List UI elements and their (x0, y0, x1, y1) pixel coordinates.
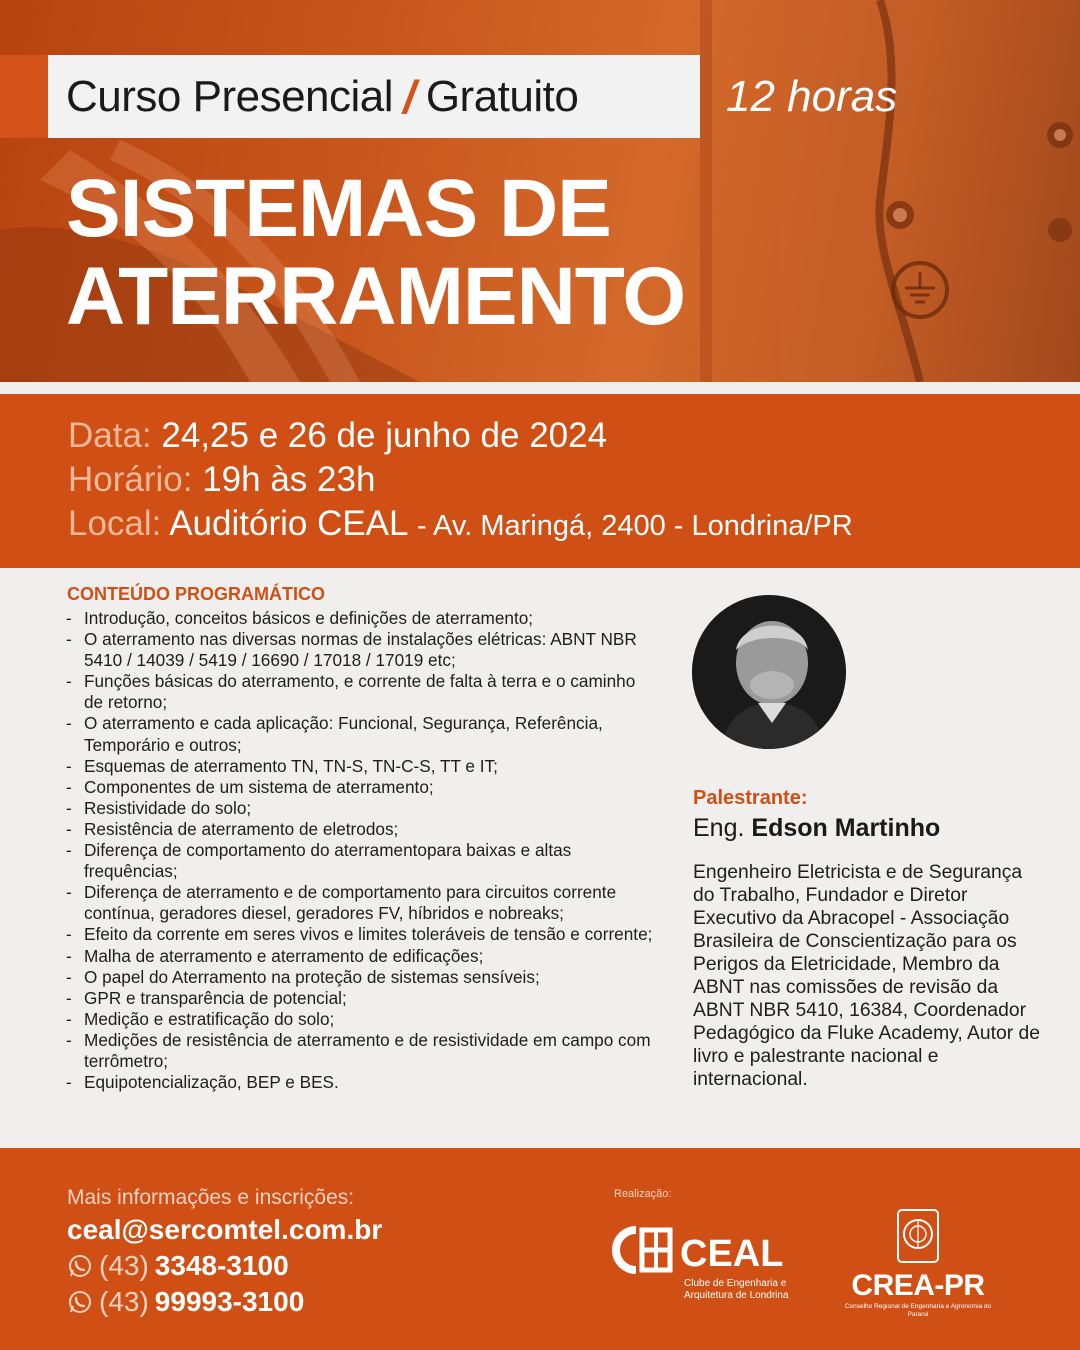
crea-seal-icon (896, 1208, 940, 1264)
date-value: 24,25 e 26 de junho de 2024 (161, 416, 608, 455)
program-item: - Medições de resistência de aterramento e de resistividade em campo com terrômetro; (64, 1030, 654, 1072)
phone-1-ddd: (43) (99, 1250, 149, 1281)
footer (0, 1148, 1080, 1350)
slash-separator: / (403, 70, 416, 123)
program-list (64, 608, 654, 1093)
speaker-prefix: Eng. (693, 814, 745, 842)
program-item: - Introdução, conceitos básicos e definições de aterramento; (64, 608, 654, 629)
speaker-photo (692, 595, 846, 749)
date-row (68, 414, 1080, 458)
contact-email[interactable]: ceal@sercomtel.com.br (67, 1214, 383, 1245)
ceal-logo (612, 1226, 792, 1281)
program-item: - Medição e estratificação do solo; (64, 1009, 654, 1030)
page-title (66, 165, 766, 341)
program-item: - Diferença de comportamento do aterramentopara baixas e altas frequências; (64, 840, 654, 882)
program-item: - O papel do Aterramento na proteção de sistemas sensíveis; (64, 967, 654, 988)
realization-label: Realização: (614, 1188, 672, 1200)
divider (0, 382, 1080, 394)
program-item: - Componentes de um sistema de aterramento; (64, 777, 654, 798)
speaker-bio: Engenheiro Eletricista e de Segurança do Trabalho, Fundador e Diretor Executivo da Abracopel - Associação Brasileira de Conscientização para os Perigos da Eletricidade, Membro da ABNT nas comissões de revisão da ABNT NBR 5410, 16384, Coordenador Pedagógico da Fluke Academy, Autor de livro e palestrante nacional e internacional. (693, 862, 1040, 1090)
speaker-label: Palestrante: (693, 787, 808, 809)
speaker-avatar (692, 595, 846, 749)
program-item: - Resistência de aterramento de eletrodos; (64, 819, 654, 840)
course-type: Curso Presencial (66, 71, 394, 121)
place-address: - Av. Maringá, 2400 - Londrina/PR (416, 510, 853, 542)
ceal-subtitle: Clube de Engenharia e Arquitetura de Londrina (684, 1278, 789, 1301)
phone-2-ddd: (43) (99, 1286, 149, 1317)
phone-2[interactable] (67, 1286, 304, 1318)
course-type-box (48, 55, 700, 138)
program-item: - Diferença de aterramento e de comportamento para circuitos corrente contínua, geradores diesel, geradores FV, híbridos e nobreaks; (64, 882, 654, 924)
ceal-logo-mark (612, 1226, 792, 1276)
speaker-name (693, 814, 940, 843)
crea-logo (838, 1208, 998, 1319)
whatsapp-icon (67, 1289, 93, 1315)
program-item: - Equipotencialização, BEP e BES. (64, 1072, 654, 1093)
phone-1-number: 3348-3100 (154, 1250, 289, 1281)
time-label: Horário: (68, 460, 193, 499)
ceal-name: CEAL (680, 1233, 784, 1275)
program-item: - GPR e transparência de potencial; (64, 988, 654, 1009)
whatsapp-icon (67, 1253, 93, 1279)
phone-1[interactable] (67, 1250, 289, 1282)
phone-2-number: 99993-3100 (154, 1286, 305, 1317)
title-line-2: ATERRAMENTO (66, 251, 686, 342)
program-item: - O aterramento e cada aplicação: Funcional, Segurança, Referência, Temporário e outros; (64, 713, 654, 755)
date-label: Data: (68, 416, 152, 455)
program-item: - Resistividade do solo; (64, 798, 654, 819)
crea-name: CREA-PR (851, 1269, 985, 1302)
time-value: 19h às 23h (202, 460, 376, 499)
program-item: - Malha de aterramento e aterramento de edificações; (64, 946, 654, 967)
program-item: - Funções básicas do aterramento, e corrente de falta à terra e o caminho de retorno; (64, 671, 654, 713)
title-line-1: SISTEMAS DE (66, 163, 611, 254)
accent-bar (0, 55, 48, 138)
program-item: - Efeito da corrente em seres vivos e limites toleráveis de tensão e corrente; (64, 924, 654, 945)
place-label: Local: (68, 504, 162, 543)
program-item: - O aterramento nas diversas normas de instalações elétricas: ABNT NBR 5410 / 14039 / 5419 / 16690 / 17018 / 17019 etc; (64, 629, 654, 671)
course-price: Gratuito (425, 71, 579, 121)
time-row (68, 458, 1080, 502)
program-title: CONTEÚDO PROGRAMÁTICO (67, 584, 325, 604)
course-duration: 12 horas (726, 72, 898, 121)
hero-banner (0, 0, 1080, 382)
place-value: Auditório CEAL (169, 504, 408, 543)
speaker-full-name: Edson Martinho (751, 814, 941, 842)
place-row (68, 502, 1080, 548)
content-section (0, 568, 1080, 1148)
crea-subtitle: Conselho Regional de Engenharia e Agronomia do Paraná (844, 1303, 992, 1318)
program-item: - Esquemas de aterramento TN, TN-S, TN-C-S, TT e IT; (64, 756, 654, 777)
event-info (0, 394, 1080, 568)
more-info-label: Mais informações e inscrições: (67, 1186, 355, 1209)
